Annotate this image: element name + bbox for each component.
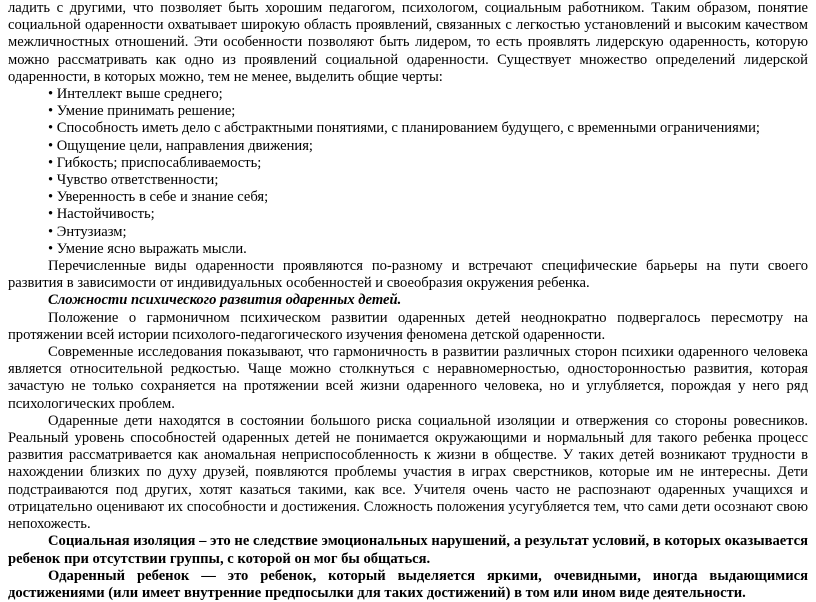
list-item: • Способность иметь дело с абстрактными понятиями, с планированием будущего, с временными ограничениями; — [48, 120, 760, 137]
list-item: • Энтузиазм; — [48, 223, 127, 240]
paragraph-after-list: Перечисленные виды одаренности проявляются по-разному и встречают специфические барьеры на пути своего развития в зависимости от индивидуальных особенностей и своеобразия окружения ребенка. — [8, 258, 808, 292]
list-item: • Ощущение цели, направления движения; — [48, 137, 313, 154]
list-item: • Гибкость; приспосабливаемость; — [48, 154, 262, 171]
paragraph-social-isolation: Социальная изоляция – это не следствие эмоциональных нарушений, а результат условий, в которых оказывается ребенок при отсутствии группы, с которой он мог бы общаться. — [8, 533, 808, 567]
list-item: • Умение ясно выражать мысли. — [48, 240, 247, 257]
list-item: • Уверенность в себе и знание себя; — [48, 189, 269, 206]
list-item: • Чувство ответственности; — [48, 172, 219, 189]
list-item: • Интеллект выше среднего; — [48, 86, 223, 103]
paragraph-definition — [8, 568, 808, 602]
intro-paragraph: ладить с другими, что позволяет быть хорошим педагогом, психологом, социальным работником. Таким образом, понятие социальной одаренности охватывает широкую область проявлений, связанных с легкостью установлений и высоким качеством межличностных отношений. Эти особенности позволяют быть лидером, то есть проявлять лидерскую одаренность, которую можно рассматривать как одно из проявлений социальной одаренности. Существует множество определений лидерской одаренности, в которых можно, тем не менее, выделить общие черты: — [8, 0, 808, 85]
paragraph-harmony: Положение о гармоничном психическом развитии одаренных детей неоднократно подвергалось пересмотру на протяжении всей истории психолого-педагогического изучения феномена детской одаренности. — [8, 309, 808, 343]
list-item: • Умение принимать решение; — [48, 103, 236, 120]
traits-list — [8, 86, 808, 258]
section-heading: Сложности психического развития одаренных детей. — [48, 292, 402, 309]
paragraph-research: Современные исследования показывают, что гармоничность в развитии различных сторон психики одаренного человека является относительной редкостью. Чаще можно столкнуться с неравномерностью, односторонностью развития, которая зачастую не только сохраняется на протяжении всей жизни одаренного человека, но и углубляется, порождая у него ряд психологических проблем. — [8, 344, 808, 412]
definition-text: — это ребенок, который выделяется яркими, очевидными, иногда выдающимися достижениями (или имеет внутренние предпосылки для таких достижений) в том или ином виде деятельности. — [8, 567, 808, 601]
list-item: • Настойчивость; — [48, 206, 155, 223]
definition-term: Одаренный ребенок — [48, 567, 190, 584]
paragraph-isolation-risk: Одаренные дети находятся в состоянии большого риска социальной изоляции и отвержения со стороны ровесников. Реальный уровень способностей одаренных детей не понимается окружающими и нормальный для такого ребенка процесс развития рассматривается как аномальная неприспособленность к жизни в обществе. У таких детей возникают трудности в нахождении близких по духу друзей, появляются проблемы участия в играх сверстников, которые им не интересны. Дети подстраиваются под других, хотят казаться такими, как все. Учителя очень часто не распознают одаренных учащихся и отрицательно оценивают их способности и достижения. Сложность положения усугубляется тем, что сами дети осознают свою непохожесть. — [8, 412, 808, 533]
